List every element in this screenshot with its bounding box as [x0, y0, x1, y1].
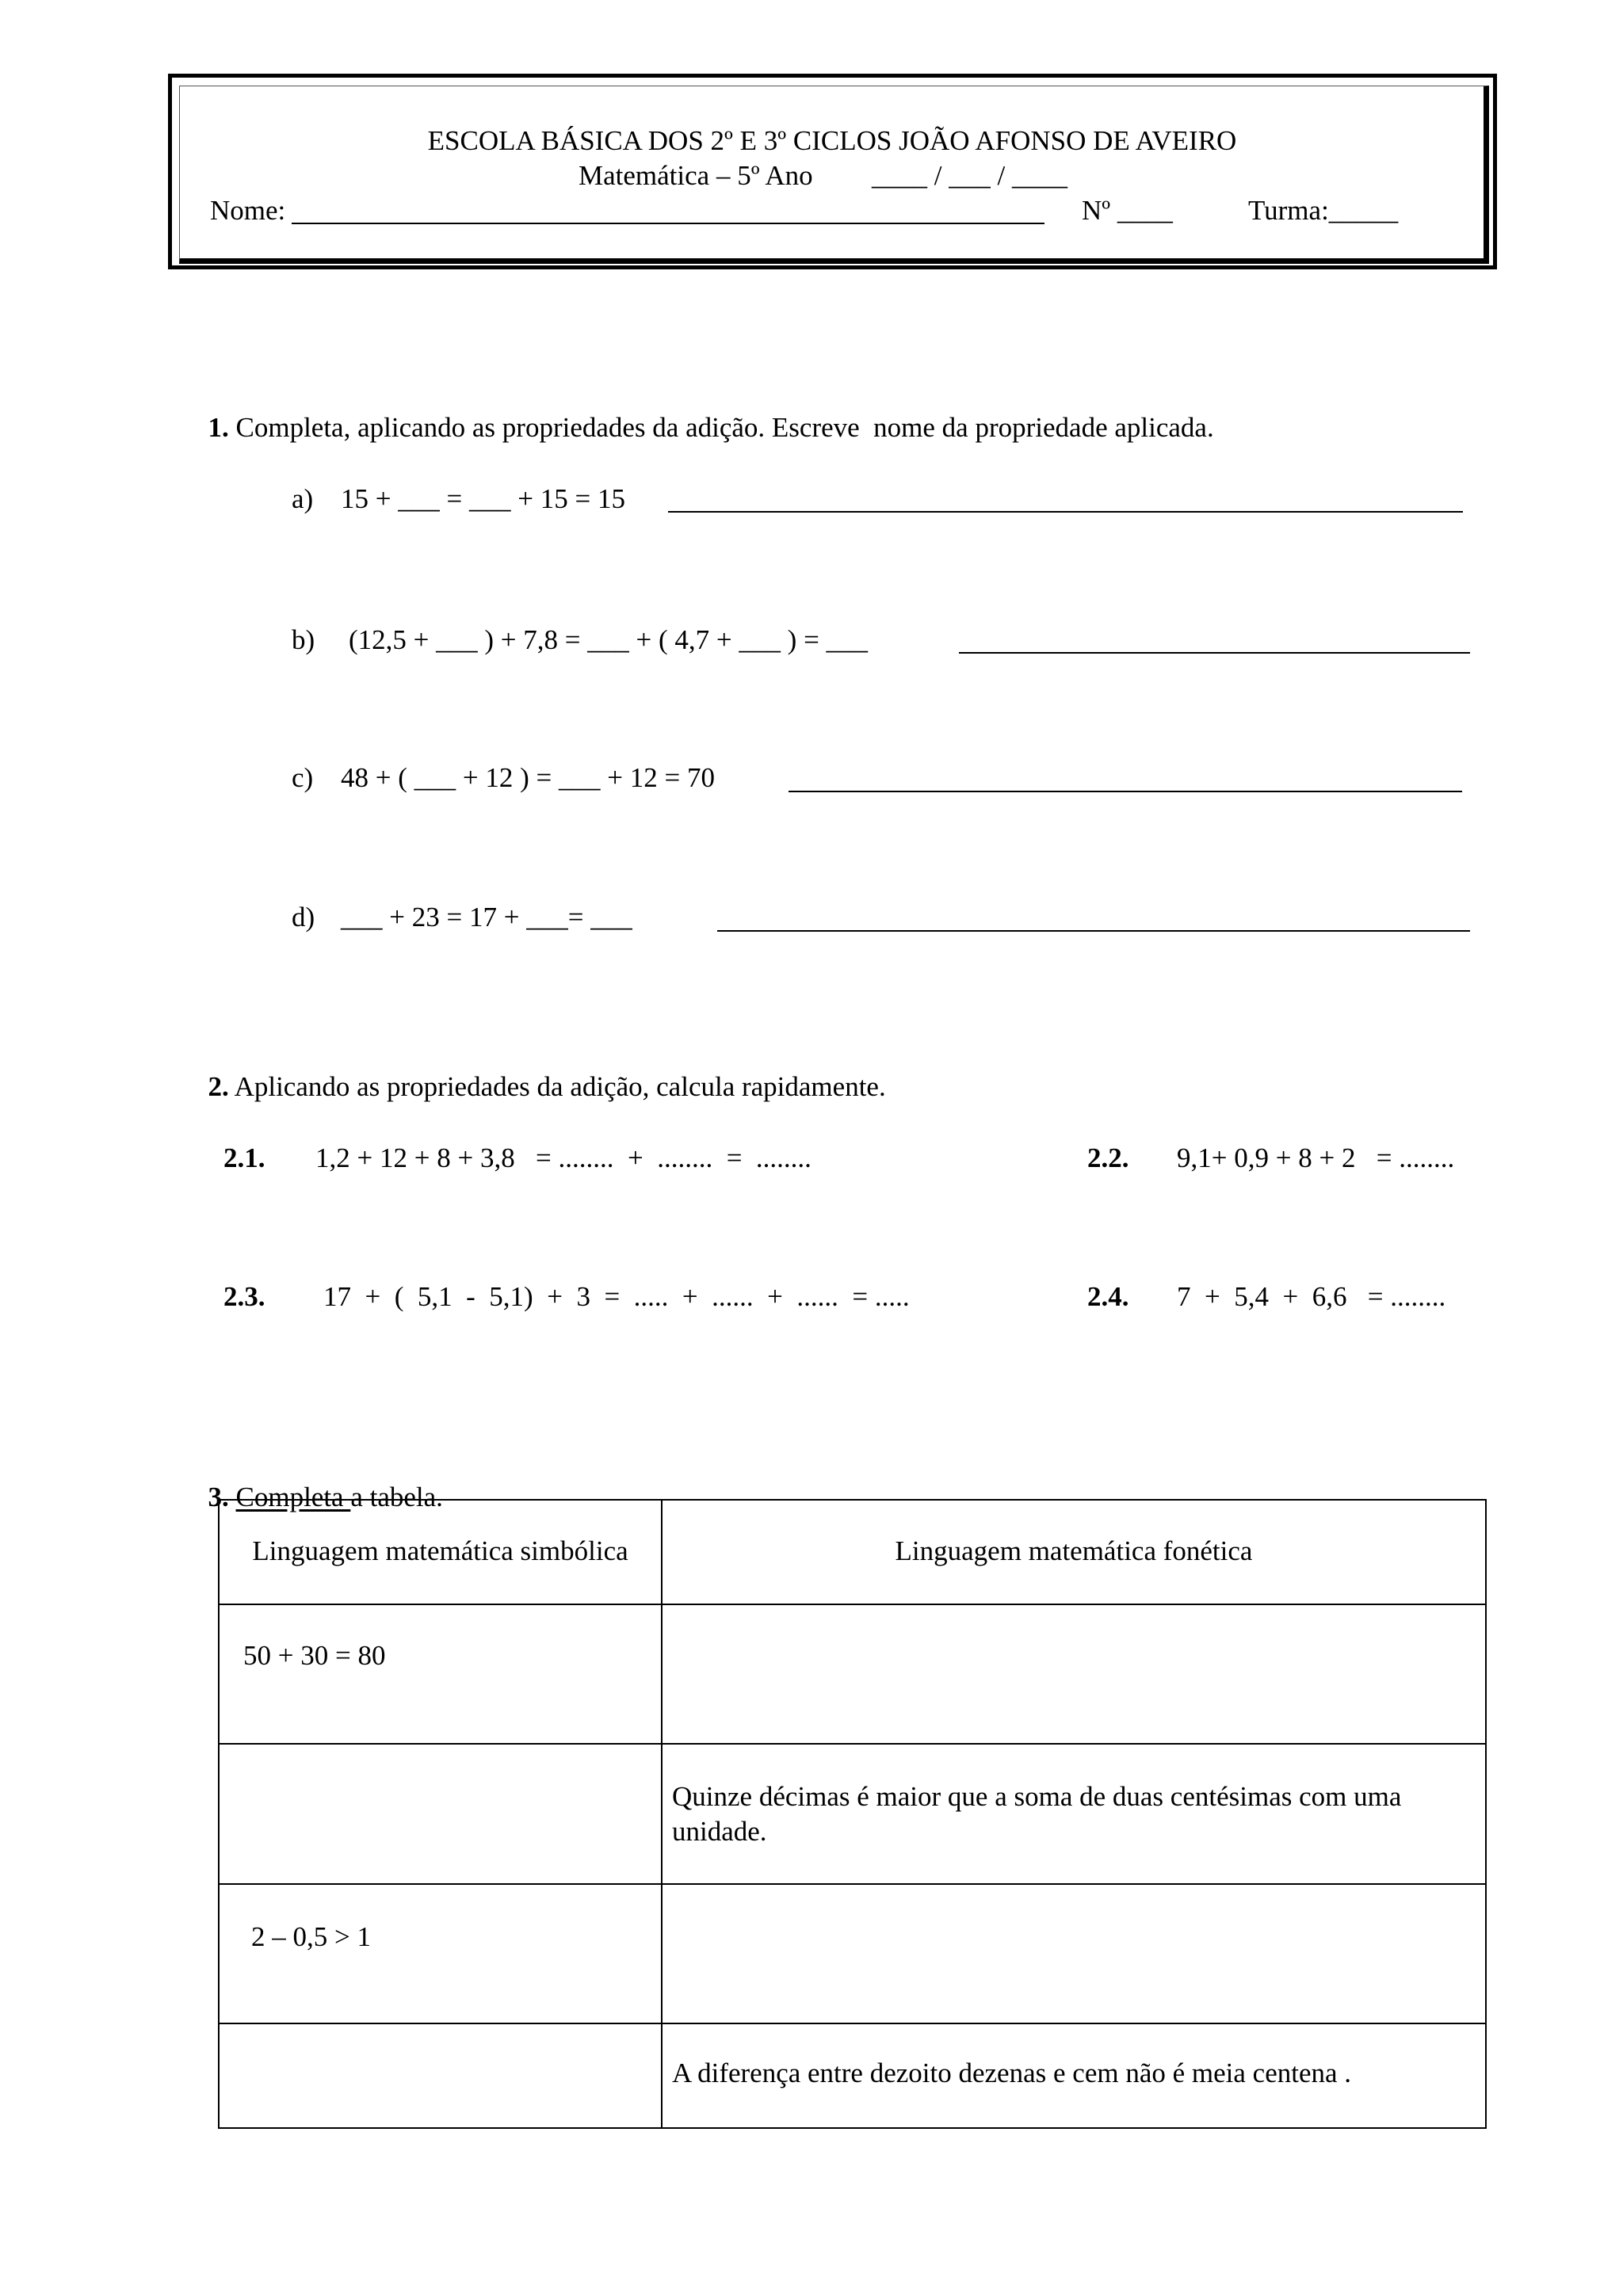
language-table: [218, 1499, 1487, 2129]
row3-symbolic: 2 – 0,5 > 1: [251, 1921, 371, 1952]
q1-heading: [194, 380, 1214, 444]
q2-1-expression: 1,2 + 12 + 8 + 3,8 = ........ + ........ = ........: [315, 1142, 812, 1173]
table-cell-answer[interactable]: [662, 1604, 1486, 1744]
q1d-answer-line[interactable]: [717, 930, 1470, 932]
q1-number: 1.: [208, 412, 229, 443]
q2-3-expression: 17 + ( 5,1 - 5,1) + 3 = ..... + ...... + ...... = .....: [323, 1281, 910, 1312]
q3-prompt-rest: a tabela.: [350, 1482, 443, 1512]
q3-number: 3.: [208, 1482, 229, 1512]
q1d-expression: ___ + 23 = 17 + ___= ___: [341, 902, 632, 933]
table-cell-answer[interactable]: [219, 2023, 662, 2128]
q1c-answer-line[interactable]: [789, 791, 1462, 792]
header-box-inner: [179, 86, 1489, 264]
table-cell: [662, 1744, 1486, 1884]
q1c-expression: 48 + ( ___ + 12 ) = ___ + 12 = 70: [341, 762, 716, 793]
row2-phonetic: Quinze décimas é maior que a soma de duas centésimas com uma unidade.: [672, 1781, 1402, 1847]
q2-heading: [194, 1039, 886, 1103]
row2-symbolic[interactable]: [220, 1745, 661, 1767]
q1c-label: c): [292, 762, 314, 793]
q1b-label: b): [292, 624, 315, 655]
q2-number: 2.: [208, 1071, 229, 1102]
table-row: [219, 1744, 1486, 1884]
q2-prompt: Aplicando as propriedades da adição, calcula rapidamente.: [234, 1071, 886, 1102]
table-row: [219, 2023, 1486, 2128]
name-field-line[interactable]: [292, 223, 1044, 224]
number-field[interactable]: Nº ____: [1082, 195, 1173, 226]
q1a-label: a): [292, 483, 314, 514]
q2-1-label: 2.1.: [223, 1142, 265, 1173]
school-name: ESCOLA BÁSICA DOS 2º E 3º CICLOS JOÃO AFONSO DE AVEIRO: [427, 125, 1237, 156]
table-header-cell: [662, 1500, 1486, 1604]
table-row: [219, 1884, 1486, 2023]
q2-3-label: 2.3.: [223, 1281, 265, 1312]
q2-4-expression: 7 + 5,4 + 6,6 = ........: [1177, 1281, 1446, 1312]
name-label: Nome:: [210, 195, 286, 226]
date-field[interactable]: ____ / ___ / ____: [872, 160, 1067, 191]
q1b-expression: (12,5 + ___ ) + 7,8 = ___ + ( 4,7 + ___ ) = ___: [349, 624, 869, 655]
table-header-cell: [219, 1500, 662, 1604]
q1a-expression: 15 + ___ = ___ + 15 = 15: [341, 483, 625, 514]
table-cell: [662, 2023, 1486, 2128]
q1b-answer-line[interactable]: [959, 652, 1470, 654]
q3-prompt-underlined: Completa: [235, 1482, 351, 1512]
header-symbolic: Linguagem matemática simbólica: [252, 1535, 628, 1566]
row4-symbolic[interactable]: [220, 2024, 661, 2046]
row4-phonetic: A diferença entre dezoito dezenas e cem não é meia centena .: [672, 2058, 1352, 2088]
table-cell: [219, 1884, 662, 2023]
q2-2-label: 2.2.: [1087, 1142, 1129, 1173]
q1-prompt: Completa, aplicando as propriedades da adição. Escreve nome da propriedade aplicada.: [235, 412, 1214, 443]
table-cell: [219, 1604, 662, 1744]
table-cell-answer[interactable]: [662, 1884, 1486, 2023]
class-field[interactable]: Turma:_____: [1248, 195, 1399, 226]
table-header-row: [219, 1500, 1486, 1604]
row1-phonetic[interactable]: [663, 1605, 1485, 1627]
subject-title: Matemática – 5º Ano: [579, 160, 813, 191]
header-phonetic: Linguagem matemática fonética: [895, 1535, 1253, 1566]
q2-2-expression: 9,1+ 0,9 + 8 + 2 = ........: [1177, 1142, 1455, 1173]
q1d-label: d): [292, 902, 315, 933]
table-row: [219, 1604, 1486, 1744]
row1-symbolic: 50 + 30 = 80: [243, 1640, 386, 1671]
row3-phonetic[interactable]: [663, 1885, 1485, 1907]
q1a-answer-line[interactable]: [668, 511, 1463, 513]
q2-4-label: 2.4.: [1087, 1281, 1129, 1312]
table-cell-answer[interactable]: [219, 1744, 662, 1884]
